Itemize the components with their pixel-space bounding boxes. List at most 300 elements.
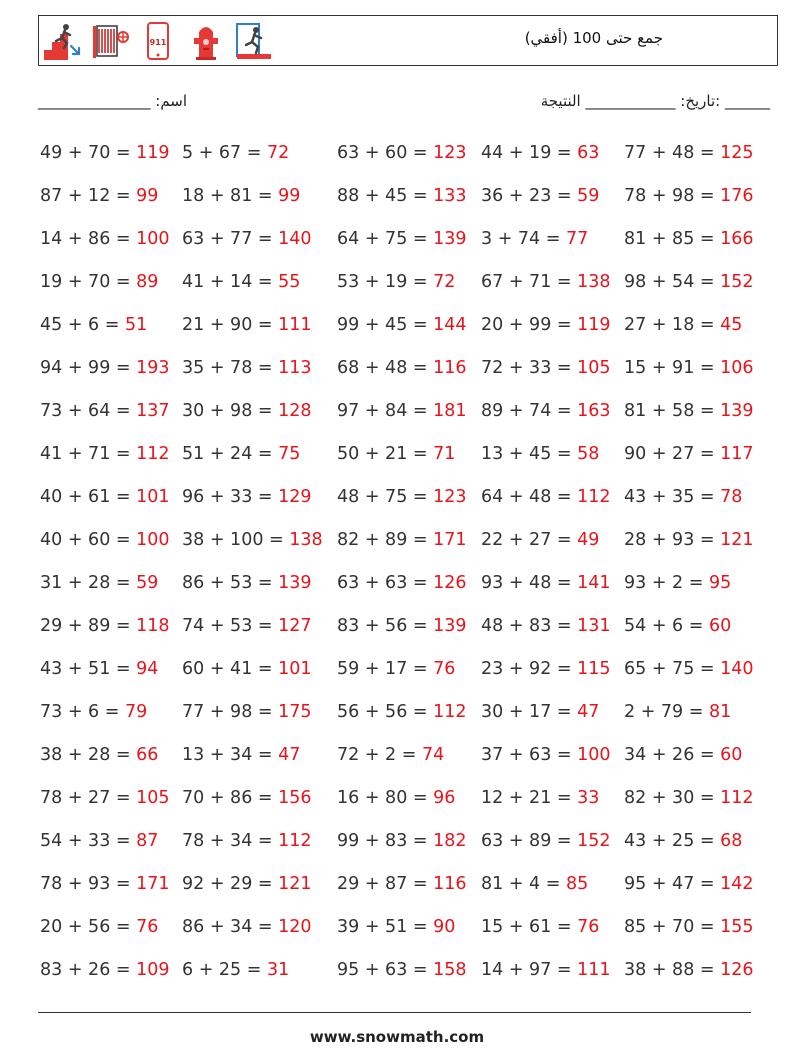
problem-item: [481, 648, 624, 691]
problem-answer: 137: [136, 401, 170, 421]
problem-answer: 100: [136, 530, 170, 550]
problem-answer: 112: [577, 487, 611, 507]
problem-question: 43 + 35 =: [624, 487, 721, 507]
problem-question: 92 + 29 =: [182, 874, 279, 894]
problem-answer: 45: [720, 315, 743, 335]
problem-answer: 156: [278, 788, 312, 808]
problem-answer: 99: [136, 186, 159, 206]
problem-question: 28 + 93 =: [624, 530, 721, 550]
problem-item: [182, 562, 337, 605]
problem-answer: 152: [577, 831, 611, 851]
problem-question: 30 + 98 =: [182, 401, 279, 421]
problem-question: 23 + 92 =: [481, 659, 578, 679]
problem-question: 73 + 64 =: [40, 401, 137, 421]
problem-question: 56 + 56 =: [337, 702, 434, 722]
problem-item: [182, 820, 337, 863]
problem-question: 63 + 63 =: [337, 573, 434, 593]
problem-item: [182, 605, 337, 648]
problem-item: [337, 390, 481, 433]
problem-question: 86 + 34 =: [182, 917, 279, 937]
problem-item: [337, 175, 481, 218]
problem-item: [624, 433, 774, 476]
problem-answer: 105: [577, 358, 611, 378]
problem-item: [182, 476, 337, 519]
problem-question: 86 + 53 =: [182, 573, 279, 593]
stairs-exit-icon: [42, 20, 82, 62]
problem-question: 89 + 74 =: [481, 401, 578, 421]
problem-item: [481, 519, 624, 562]
problem-item: [182, 906, 337, 949]
problem-question: 15 + 61 =: [481, 917, 578, 937]
emergency-exit-icon: [234, 20, 274, 62]
name-field: _______________ :اسم: [38, 92, 188, 110]
problem-question: 39 + 51 =: [337, 917, 434, 937]
problem-question: 72 + 2 =: [337, 745, 422, 765]
problem-answer: 139: [278, 573, 312, 593]
problem-item: [624, 777, 774, 820]
problem-answer: 95: [708, 573, 732, 593]
problem-item: [40, 433, 182, 476]
problem-item: [40, 949, 182, 992]
problem-item: [337, 304, 481, 347]
problem-question: 95 + 63 =: [337, 960, 434, 980]
problem-answer: 115: [577, 659, 611, 679]
problem-item: [337, 433, 481, 476]
problem-item: [337, 777, 481, 820]
problem-question: 6 + 25 =: [182, 960, 267, 980]
problem-answer: 120: [278, 917, 312, 937]
problem-question: 78 + 98 =: [624, 186, 721, 206]
problem-question: 48 + 75 =: [337, 487, 434, 507]
problem-question: 95 + 47 =: [624, 874, 721, 894]
problem-question: 14 + 86 =: [40, 229, 137, 249]
worksheet-title: جمع حتى 100 (أفقي): [524, 29, 663, 47]
problem-answer: 138: [289, 530, 323, 550]
problem-item: [40, 476, 182, 519]
problem-question: 83 + 56 =: [337, 616, 434, 636]
problem-item: [182, 691, 337, 734]
problem-question: 44 + 19 =: [481, 143, 578, 163]
problem-question: 78 + 34 =: [182, 831, 279, 851]
problem-item: [40, 648, 182, 691]
problem-answer: 158: [433, 960, 467, 980]
fire-hose-reel-icon: [90, 20, 130, 62]
problem-question: 51 + 24 =: [182, 444, 279, 464]
problem-answer: 111: [577, 960, 611, 980]
problem-answer: 47: [278, 745, 301, 765]
problem-answer: 101: [136, 487, 170, 507]
problem-question: 96 + 33 =: [182, 487, 279, 507]
problem-item: [337, 261, 481, 304]
problem-answer: 131: [577, 616, 611, 636]
problem-item: [481, 433, 624, 476]
problem-item: [481, 777, 624, 820]
problem-item: [624, 218, 774, 261]
problem-question: 97 + 84 =: [337, 401, 434, 421]
problem-answer: 138: [577, 272, 611, 292]
problem-question: 5 + 67 =: [182, 143, 267, 163]
problem-question: 67 + 71 =: [481, 272, 578, 292]
problem-answer: 105: [136, 788, 170, 808]
problem-item: [337, 648, 481, 691]
problem-question: 77 + 98 =: [182, 702, 279, 722]
problem-answer: 140: [720, 659, 754, 679]
problem-question: 15 + 91 =: [624, 358, 721, 378]
problem-answer: 100: [577, 745, 611, 765]
problem-item: [40, 562, 182, 605]
problem-item: [337, 906, 481, 949]
problem-item: [40, 347, 182, 390]
problem-answer: 85: [565, 874, 589, 894]
problem-question: 64 + 75 =: [337, 229, 434, 249]
problem-answer: 96: [433, 788, 456, 808]
problem-item: [337, 347, 481, 390]
problem-answer: 133: [433, 186, 467, 206]
problem-answer: 163: [577, 401, 611, 421]
problem-question: 93 + 2 =: [624, 573, 709, 593]
problem-answer: 140: [278, 229, 312, 249]
problem-item: [40, 218, 182, 261]
problem-answer: 155: [720, 917, 754, 937]
problem-item: [624, 734, 774, 777]
problem-answer: 55: [278, 272, 301, 292]
problem-item: [182, 949, 337, 992]
problem-question: 40 + 61 =: [40, 487, 137, 507]
problem-answer: 139: [433, 616, 467, 636]
problem-answer: 166: [720, 229, 754, 249]
problem-question: 54 + 33 =: [40, 831, 137, 851]
problem-item: [182, 390, 337, 433]
problem-question: 21 + 90 =: [182, 315, 279, 335]
problem-question: 53 + 19 =: [337, 272, 434, 292]
date-score-field: ______ :تاريخ: ____________ النتيجة: [540, 92, 770, 110]
header-icons: [42, 19, 274, 63]
problem-answer: 112: [720, 788, 754, 808]
problem-answer: 116: [433, 874, 467, 894]
problem-answer: 182: [433, 831, 467, 851]
problem-answer: 118: [136, 616, 170, 636]
footer-url: www.snowmath.com: [309, 1028, 485, 1046]
problem-answer: 99: [278, 186, 301, 206]
problem-answer: 59: [577, 186, 600, 206]
problem-question: 14 + 97 =: [481, 960, 578, 980]
problem-answer: 101: [278, 659, 312, 679]
problem-item: [624, 863, 774, 906]
problem-answer: 171: [136, 874, 170, 894]
problem-question: 93 + 48 =: [481, 573, 578, 593]
problem-item: [481, 820, 624, 863]
phone-911-text: 911: [149, 38, 167, 47]
problem-answer: 116: [433, 358, 467, 378]
problem-question: 54 + 6 =: [624, 616, 709, 636]
problem-item: [337, 476, 481, 519]
problem-answer: 176: [720, 186, 754, 206]
problem-answer: 128: [278, 401, 312, 421]
problem-item: [624, 820, 774, 863]
problem-answer: 77: [565, 229, 589, 249]
problem-answer: 89: [136, 272, 159, 292]
problem-item: [337, 218, 481, 261]
problem-answer: 79: [124, 702, 148, 722]
problem-item: [182, 519, 337, 562]
problem-item: [337, 519, 481, 562]
problem-item: [337, 132, 481, 175]
problem-question: 29 + 87 =: [337, 874, 434, 894]
problem-item: [624, 261, 774, 304]
problem-answer: 121: [278, 874, 312, 894]
problem-item: [337, 949, 481, 992]
problem-item: [182, 218, 337, 261]
problem-answer: 78: [720, 487, 743, 507]
footer-divider: [38, 1012, 751, 1013]
problem-item: [337, 863, 481, 906]
problem-question: 12 + 21 =: [481, 788, 578, 808]
problem-item: [481, 304, 624, 347]
problem-item: [481, 906, 624, 949]
problem-answer: 106: [720, 358, 754, 378]
problem-item: [40, 261, 182, 304]
problem-answer: 117: [720, 444, 754, 464]
problem-item: [481, 347, 624, 390]
problem-question: 43 + 25 =: [624, 831, 721, 851]
problem-item: [40, 390, 182, 433]
problem-item: [624, 132, 774, 175]
problem-item: [481, 562, 624, 605]
problem-item: [182, 734, 337, 777]
problem-question: 27 + 18 =: [624, 315, 721, 335]
problem-question: 48 + 83 =: [481, 616, 578, 636]
problem-item: [624, 691, 774, 734]
problem-question: 13 + 45 =: [481, 444, 578, 464]
problem-answer: 121: [720, 530, 754, 550]
problem-item: [40, 304, 182, 347]
problem-grid: [40, 132, 774, 992]
problem-answer: 90: [433, 917, 456, 937]
problem-answer: 60: [720, 745, 743, 765]
problem-question: 35 + 78 =: [182, 358, 279, 378]
problem-answer: 126: [720, 960, 754, 980]
problem-question: 78 + 27 =: [40, 788, 137, 808]
problem-question: 73 + 6 =: [40, 702, 125, 722]
problem-item: [624, 906, 774, 949]
fire-hydrant-icon: [186, 20, 226, 62]
problem-answer: 47: [577, 702, 600, 722]
problem-answer: 181: [433, 401, 467, 421]
problem-question: 20 + 99 =: [481, 315, 578, 335]
problem-answer: 76: [136, 917, 159, 937]
problem-question: 85 + 70 =: [624, 917, 721, 937]
problem-item: [182, 347, 337, 390]
problem-item: [481, 863, 624, 906]
problem-answer: 81: [708, 702, 732, 722]
problem-question: 78 + 93 =: [40, 874, 137, 894]
problem-question: 45 + 6 =: [40, 315, 125, 335]
problem-answer: 51: [124, 315, 148, 335]
problem-item: [624, 175, 774, 218]
problem-answer: 126: [433, 573, 467, 593]
problem-question: 37 + 63 =: [481, 745, 578, 765]
problem-question: 31 + 28 =: [40, 573, 137, 593]
problem-answer: 49: [577, 530, 600, 550]
problem-question: 70 + 86 =: [182, 788, 279, 808]
problem-item: [624, 304, 774, 347]
problem-answer: 193: [136, 358, 170, 378]
problem-question: 13 + 34 =: [182, 745, 279, 765]
problem-answer: 59: [136, 573, 159, 593]
problem-question: 3 + 74 =: [481, 229, 566, 249]
problem-answer: 76: [577, 917, 600, 937]
problem-question: 41 + 71 =: [40, 444, 137, 464]
problem-answer: 68: [720, 831, 743, 851]
problem-item: [481, 605, 624, 648]
problem-answer: 109: [136, 960, 170, 980]
problem-item: [40, 777, 182, 820]
problem-answer: 100: [136, 229, 170, 249]
problem-question: 81 + 58 =: [624, 401, 721, 421]
problem-item: [40, 906, 182, 949]
problem-item: [481, 949, 624, 992]
problem-answer: 112: [278, 831, 312, 851]
problem-question: 19 + 70 =: [40, 272, 137, 292]
problem-question: 63 + 77 =: [182, 229, 279, 249]
problem-answer: 129: [278, 487, 312, 507]
problem-item: [624, 390, 774, 433]
problem-question: 38 + 100 =: [182, 530, 290, 550]
problem-answer: 112: [433, 702, 467, 722]
problem-item: [40, 734, 182, 777]
problem-question: 87 + 12 =: [40, 186, 137, 206]
problem-item: [481, 691, 624, 734]
problem-question: 63 + 89 =: [481, 831, 578, 851]
problem-answer: 119: [577, 315, 611, 335]
problem-question: 99 + 83 =: [337, 831, 434, 851]
problem-item: [40, 132, 182, 175]
problem-answer: 60: [708, 616, 732, 636]
problem-question: 43 + 51 =: [40, 659, 137, 679]
problem-question: 81 + 4 =: [481, 874, 566, 894]
problem-answer: 31: [266, 960, 290, 980]
problem-answer: 175: [278, 702, 312, 722]
problem-question: 18 + 81 =: [182, 186, 279, 206]
problem-item: [624, 476, 774, 519]
problem-answer: 76: [433, 659, 456, 679]
problem-item: [337, 562, 481, 605]
problem-item: [337, 691, 481, 734]
problem-item: [624, 562, 774, 605]
problem-question: 63 + 60 =: [337, 143, 434, 163]
problem-item: [481, 132, 624, 175]
problem-item: [182, 261, 337, 304]
problem-item: [40, 820, 182, 863]
problem-answer: 72: [433, 272, 456, 292]
problem-item: [624, 648, 774, 691]
problem-item: [337, 734, 481, 777]
problem-answer: 123: [433, 487, 467, 507]
problem-item: [182, 433, 337, 476]
problem-answer: 33: [577, 788, 600, 808]
problem-question: 82 + 30 =: [624, 788, 721, 808]
problem-item: [481, 261, 624, 304]
problem-item: [624, 949, 774, 992]
problem-question: 2 + 79 =: [624, 702, 709, 722]
problem-question: 36 + 23 =: [481, 186, 578, 206]
problem-answer: 119: [136, 143, 170, 163]
problem-question: 68 + 48 =: [337, 358, 434, 378]
problem-item: [40, 691, 182, 734]
problem-question: 40 + 60 =: [40, 530, 137, 550]
problem-question: 20 + 56 =: [40, 917, 137, 937]
problem-answer: 66: [136, 745, 159, 765]
problem-item: [40, 519, 182, 562]
problem-answer: 142: [720, 874, 754, 894]
problem-question: 30 + 17 =: [481, 702, 578, 722]
problem-question: 88 + 45 =: [337, 186, 434, 206]
problem-item: [182, 863, 337, 906]
problem-question: 65 + 75 =: [624, 659, 721, 679]
problem-answer: 111: [278, 315, 312, 335]
problem-item: [337, 605, 481, 648]
problem-item: [481, 734, 624, 777]
problem-item: [40, 863, 182, 906]
problem-answer: 127: [278, 616, 312, 636]
problem-item: [624, 519, 774, 562]
problem-answer: 94: [136, 659, 159, 679]
problem-item: [182, 304, 337, 347]
problem-item: [182, 175, 337, 218]
problem-question: 49 + 70 =: [40, 143, 137, 163]
problem-question: 77 + 48 =: [624, 143, 721, 163]
problem-answer: 74: [421, 745, 445, 765]
problem-question: 82 + 89 =: [337, 530, 434, 550]
problem-item: [182, 648, 337, 691]
problem-question: 41 + 14 =: [182, 272, 279, 292]
problem-item: [624, 347, 774, 390]
problem-question: 81 + 85 =: [624, 229, 721, 249]
problem-question: 16 + 80 =: [337, 788, 434, 808]
problem-answer: 72: [266, 143, 290, 163]
problem-answer: 113: [278, 358, 312, 378]
problem-answer: 152: [720, 272, 754, 292]
problem-question: 38 + 28 =: [40, 745, 137, 765]
worksheet-header: [38, 15, 778, 66]
problem-question: 59 + 17 =: [337, 659, 434, 679]
problem-answer: 112: [136, 444, 170, 464]
problem-question: 90 + 27 =: [624, 444, 721, 464]
problem-answer: 171: [433, 530, 467, 550]
problem-question: 74 + 53 =: [182, 616, 279, 636]
problem-question: 38 + 88 =: [624, 960, 721, 980]
problem-answer: 87: [136, 831, 159, 851]
problem-answer: 139: [720, 401, 754, 421]
problem-question: 99 + 45 =: [337, 315, 434, 335]
problem-item: [182, 132, 337, 175]
problem-item: [182, 777, 337, 820]
problem-question: 34 + 26 =: [624, 745, 721, 765]
problem-answer: 144: [433, 315, 467, 335]
problem-question: 98 + 54 =: [624, 272, 721, 292]
problem-question: 83 + 26 =: [40, 960, 137, 980]
problem-item: [481, 476, 624, 519]
problem-answer: 141: [577, 573, 611, 593]
problem-question: 94 + 99 =: [40, 358, 137, 378]
problem-answer: 75: [278, 444, 301, 464]
problem-item: [481, 218, 624, 261]
problem-question: 60 + 41 =: [182, 659, 279, 679]
problem-question: 50 + 21 =: [337, 444, 434, 464]
problem-item: [337, 820, 481, 863]
problem-item: [40, 175, 182, 218]
problem-question: 64 + 48 =: [481, 487, 578, 507]
